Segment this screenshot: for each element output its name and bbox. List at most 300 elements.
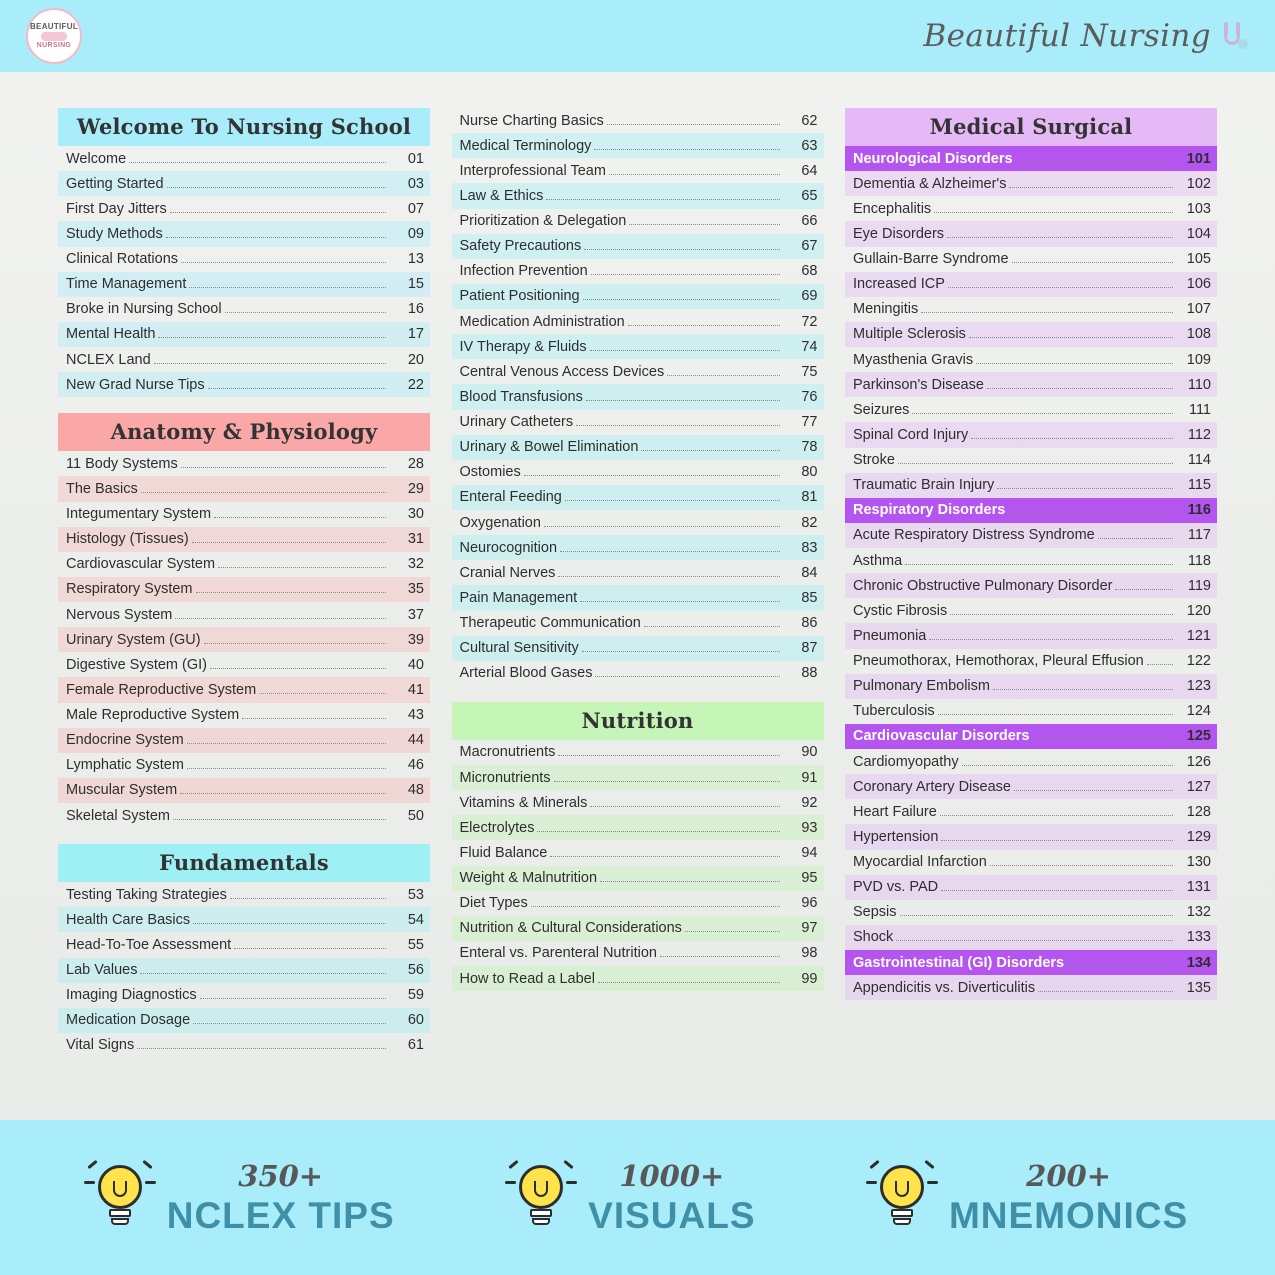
- toc-entry[interactable]: [845, 824, 1217, 849]
- toc-entry[interactable]: [58, 677, 430, 702]
- toc-entry[interactable]: [452, 661, 824, 686]
- toc-list: [845, 146, 1217, 1000]
- toc-entry[interactable]: [58, 247, 430, 272]
- toc-entry-page: 29: [407, 480, 424, 497]
- toc-entry[interactable]: [845, 749, 1217, 774]
- toc-entry[interactable]: [845, 674, 1217, 699]
- leader-dots: [181, 467, 386, 468]
- toc-entry-label: The Basics: [66, 480, 138, 497]
- toc-entry-page: 74: [801, 338, 818, 355]
- toc-entry-label: First Day Jitters: [66, 200, 167, 217]
- toc-entry[interactable]: [58, 322, 430, 347]
- leader-dots: [898, 463, 1173, 464]
- toc-entry-page: 105: [1186, 251, 1211, 267]
- leader-dots: [609, 174, 780, 175]
- toc-entry[interactable]: [452, 916, 824, 941]
- leader-dots: [204, 643, 386, 644]
- toc-entry[interactable]: [845, 473, 1217, 498]
- toc-entry-label: Pulmonary Embolism: [853, 678, 990, 695]
- toc-entry-label: IV Therapy & Fluids: [459, 338, 587, 355]
- leader-dots: [259, 693, 386, 694]
- logo-line2: NURSING: [36, 42, 72, 50]
- leader-dots: [1147, 664, 1173, 665]
- toc-entry-page: 92: [801, 794, 818, 811]
- toc-entry-label: Patient Positioning: [459, 288, 580, 305]
- toc-section: [58, 413, 430, 828]
- toc-entry-label: Time Management: [66, 276, 187, 293]
- toc-entry-label: New Grad Nurse Tips: [66, 376, 205, 393]
- toc-entry-page: 108: [1186, 326, 1211, 343]
- leader-dots: [582, 651, 780, 652]
- toc-entry[interactable]: [845, 322, 1217, 347]
- toc-entry[interactable]: [845, 774, 1217, 799]
- toc-entry-page: 106: [1186, 276, 1211, 293]
- toc-entry[interactable]: [58, 372, 430, 397]
- toc-entry-label: Health Care Basics: [66, 911, 191, 928]
- table-of-contents: [0, 108, 1275, 1074]
- toc-entry[interactable]: [452, 535, 824, 560]
- toc-entry-label: Cystic Fibrosis: [853, 602, 948, 619]
- toc-entry[interactable]: [58, 907, 430, 932]
- toc-entry-page: 109: [1186, 351, 1211, 368]
- leader-dots: [242, 718, 386, 719]
- toc-entry[interactable]: [58, 221, 430, 246]
- footer-stat-text: [948, 1158, 1189, 1236]
- footer-stat-number: 200+: [1026, 1158, 1112, 1193]
- toc-entry-label: Neurocognition: [459, 539, 558, 556]
- toc-entry[interactable]: [452, 765, 824, 790]
- section-spacer: [452, 688, 824, 702]
- toc-entry-label: Increased ICP: [853, 276, 945, 293]
- toc-entry[interactable]: [452, 510, 824, 535]
- toc-list: [58, 451, 430, 828]
- toc-entry-page: 88: [801, 665, 818, 682]
- toc-entry-page: 56: [407, 962, 424, 978]
- toc-entry-page: 134: [1186, 954, 1211, 971]
- toc-entry-label: Vitamins & Minerals: [459, 794, 588, 811]
- toc-entry-page: 17: [407, 326, 424, 343]
- toc-entry[interactable]: [845, 397, 1217, 422]
- toc-entry[interactable]: [845, 196, 1217, 221]
- section-header: Anatomy & Physiology: [58, 413, 430, 451]
- toc-entry[interactable]: [452, 966, 824, 991]
- leader-dots: [940, 815, 1173, 816]
- leader-dots: [584, 249, 779, 250]
- toc-entry[interactable]: [452, 840, 824, 865]
- toc-entry-page: 43: [407, 707, 424, 723]
- toc-entry[interactable]: [452, 108, 824, 133]
- toc-entry[interactable]: [845, 799, 1217, 824]
- toc-entry-label: Appendicitis vs. Diverticulitis: [853, 979, 1036, 996]
- toc-entry-label: Infection Prevention: [459, 263, 588, 280]
- leader-dots: [554, 781, 780, 782]
- leader-dots: [1016, 162, 1173, 163]
- leader-dots: [629, 224, 779, 225]
- leader-dots: [558, 576, 779, 577]
- toc-entry-page: 41: [407, 681, 424, 698]
- toc-entry-label: Urinary Catheters: [459, 414, 574, 430]
- toc-entry-label: Integumentary System: [66, 506, 212, 522]
- toc-entry[interactable]: [845, 171, 1217, 196]
- toc-entry[interactable]: [845, 523, 1217, 548]
- toc-entry-label: Traumatic Brain Injury: [853, 477, 995, 494]
- toc-entry-page: 121: [1186, 627, 1211, 644]
- toc-entry-page: 96: [801, 895, 818, 912]
- toc-entry[interactable]: [452, 740, 824, 765]
- toc-entry-label: Medication Administration: [459, 313, 625, 330]
- lightbulb-icon: [869, 1159, 935, 1237]
- toc-entry[interactable]: [845, 247, 1217, 272]
- toc-entry[interactable]: [58, 451, 430, 476]
- section-header: Medical Surgical: [845, 108, 1217, 146]
- leader-dots: [997, 488, 1173, 489]
- toc-entry-page: 78: [801, 439, 818, 456]
- toc-entry[interactable]: [845, 900, 1217, 925]
- toc-entry-page: 75: [801, 363, 818, 380]
- toc-entry-label: Spinal Cord Injury: [853, 426, 969, 443]
- toc-entry[interactable]: [58, 983, 430, 1008]
- leader-dots: [576, 425, 779, 426]
- toc-entry-label: Male Reproductive System: [66, 707, 240, 723]
- toc-entry[interactable]: [845, 850, 1217, 875]
- toc-entry[interactable]: [58, 196, 430, 221]
- toc-entry-label: Lab Values: [66, 962, 138, 978]
- toc-section: [452, 108, 824, 686]
- leader-dots: [196, 592, 386, 593]
- leader-dots: [208, 388, 386, 389]
- toc-entry[interactable]: [452, 284, 824, 309]
- toc-entry-label: Stroke: [853, 452, 895, 468]
- toc-entry-label: Skeletal System: [66, 807, 170, 824]
- toc-entry-page: 66: [801, 213, 818, 229]
- toc-entry-page: 132: [1186, 904, 1211, 921]
- toc-entry-page: 111: [1188, 401, 1211, 418]
- toc-entry-label: Broke in Nursing School: [66, 301, 222, 318]
- leader-dots: [565, 500, 780, 501]
- toc-entry-page: 84: [801, 564, 818, 581]
- toc-entry-label: Seizures: [853, 401, 910, 418]
- toc-entry-label: Eye Disorders: [853, 225, 945, 242]
- toc-entry[interactable]: [452, 815, 824, 840]
- toc-entry-label: Clinical Rotations: [66, 251, 179, 267]
- toc-entry-page: 80: [801, 464, 818, 481]
- section-spacer: [58, 830, 430, 844]
- toc-entry[interactable]: [452, 133, 824, 158]
- toc-entry-page: 112: [1187, 426, 1211, 443]
- toc-entry-page: 15: [407, 276, 424, 293]
- leader-dots: [1115, 589, 1173, 590]
- toc-entry[interactable]: [58, 476, 430, 501]
- leader-dots: [524, 475, 780, 476]
- toc-entry[interactable]: [452, 866, 824, 891]
- toc-entry-page: 87: [801, 640, 818, 657]
- toc-entry[interactable]: [845, 422, 1217, 447]
- toc-entry[interactable]: [845, 146, 1217, 171]
- leader-dots: [948, 287, 1173, 288]
- toc-entry[interactable]: [845, 347, 1217, 372]
- toc-entry[interactable]: [845, 573, 1217, 598]
- leader-dots: [896, 940, 1173, 941]
- toc-entry[interactable]: [58, 272, 430, 297]
- toc-entry-label: Enteral Feeding: [459, 489, 562, 506]
- toc-entry[interactable]: [452, 384, 824, 409]
- toc-entry-page: 102: [1186, 175, 1211, 192]
- toc-entry[interactable]: [845, 649, 1217, 674]
- section-spacer: [58, 399, 430, 413]
- toc-entry[interactable]: [452, 334, 824, 359]
- toc-entry[interactable]: [845, 372, 1217, 397]
- toc-entry-label: Testing Taking Strategies: [66, 886, 227, 903]
- leader-dots: [987, 388, 1173, 389]
- toc-entry[interactable]: [845, 925, 1217, 950]
- toc-entry[interactable]: [58, 527, 430, 552]
- toc-entry[interactable]: [58, 652, 430, 677]
- toc-entry[interactable]: [452, 410, 824, 435]
- toc-entry-page: 131: [1186, 879, 1211, 896]
- leader-dots: [180, 793, 386, 794]
- toc-entry[interactable]: [452, 560, 824, 585]
- toc-entry-page: 98: [801, 945, 818, 962]
- leader-dots: [929, 639, 1173, 640]
- toc-list: [58, 146, 430, 397]
- toc-entry[interactable]: [58, 1008, 430, 1033]
- toc-entry-label: Cardiovascular Disorders: [853, 728, 1030, 745]
- toc-column-right: [845, 108, 1217, 1074]
- leader-dots: [1033, 739, 1174, 740]
- toc-entry-page: 40: [407, 656, 424, 673]
- toc-entry[interactable]: [58, 882, 430, 907]
- toc-entry[interactable]: [58, 171, 430, 196]
- toc-entry-label: Therapeutic Communication: [459, 615, 641, 631]
- toc-entry[interactable]: [58, 627, 430, 652]
- toc-entry-page: 62: [801, 112, 818, 129]
- toc-section: [58, 108, 430, 397]
- toc-entry[interactable]: [58, 502, 430, 527]
- toc-entry[interactable]: [58, 753, 430, 778]
- toc-entry[interactable]: [845, 875, 1217, 900]
- toc-entry-page: 124: [1186, 703, 1211, 720]
- toc-entry-page: 50: [407, 807, 424, 824]
- toc-entry[interactable]: [58, 297, 430, 322]
- toc-entry[interactable]: [452, 941, 824, 966]
- section-header: Fundamentals: [58, 844, 430, 882]
- toc-entry-page: 128: [1186, 803, 1211, 820]
- toc-entry[interactable]: [845, 975, 1217, 1000]
- leader-dots: [187, 768, 386, 769]
- toc-entry-page: 94: [801, 844, 818, 861]
- toc-entry[interactable]: [58, 146, 430, 171]
- toc-entry[interactable]: [845, 272, 1217, 297]
- footer-stat-label: MNEMONICS: [948, 1194, 1189, 1236]
- toc-entry-label: Central Venous Access Devices: [459, 363, 665, 380]
- toc-entry-page: 48: [407, 782, 424, 799]
- toc-entry[interactable]: [58, 347, 430, 372]
- logo-line1: BEAUTIFUL: [29, 21, 79, 31]
- leader-dots: [905, 564, 1173, 565]
- lightbulb-icon: [87, 1159, 153, 1237]
- leader-dots: [210, 668, 386, 669]
- leader-dots: [921, 312, 1173, 313]
- leader-dots: [660, 956, 780, 957]
- toc-entry-page: 135: [1186, 979, 1211, 996]
- toc-entry[interactable]: [58, 778, 430, 803]
- toc-entry-label: Urinary System (GU): [66, 631, 201, 648]
- leader-dots: [140, 973, 386, 974]
- leader-dots: [166, 237, 386, 238]
- leader-dots: [546, 199, 779, 200]
- toc-entry[interactable]: [452, 790, 824, 815]
- footer-stat-text: [588, 1158, 756, 1236]
- leader-dots: [938, 714, 1173, 715]
- toc-entry[interactable]: [58, 602, 430, 627]
- toc-entry[interactable]: [452, 158, 824, 183]
- toc-entry-label: Enteral vs. Parenteral Nutrition: [459, 945, 657, 962]
- leader-dots: [181, 262, 386, 263]
- toc-entry[interactable]: [58, 803, 430, 828]
- toc-entry[interactable]: [58, 703, 430, 728]
- toc-entry[interactable]: [845, 724, 1217, 749]
- toc-entry[interactable]: [58, 932, 430, 957]
- toc-entry-page: 20: [407, 351, 424, 368]
- toc-entry[interactable]: [845, 297, 1217, 322]
- toc-entry-label: 11 Body Systems: [66, 455, 178, 472]
- toc-entry-page: 35: [407, 581, 424, 598]
- toc-entry-label: Head-To-Toe Assessment: [66, 936, 232, 953]
- leader-dots: [912, 413, 1173, 414]
- toc-entry[interactable]: [845, 623, 1217, 648]
- toc-entry-page: 03: [407, 175, 424, 192]
- toc-entry-label: Safety Precautions: [459, 238, 582, 255]
- toc-entry-label: Fluid Balance: [459, 844, 548, 861]
- toc-entry[interactable]: [452, 611, 824, 636]
- toc-entry-label: Electrolytes: [459, 819, 535, 836]
- toc-entry[interactable]: [845, 448, 1217, 473]
- toc-entry-page: 116: [1187, 502, 1211, 519]
- toc-entry-label: Arterial Blood Gases: [459, 665, 593, 682]
- toc-entry-page: 53: [407, 886, 424, 903]
- toc-entry-page: 63: [801, 137, 818, 154]
- footer-stats-banner: [0, 1120, 1275, 1275]
- footer-stat-label: VISUALS: [588, 1194, 756, 1236]
- leader-dots: [141, 492, 386, 493]
- toc-entry[interactable]: [452, 435, 824, 460]
- toc-entry-label: Myocardial Infarction: [853, 854, 987, 870]
- toc-entry-page: 32: [407, 556, 424, 573]
- toc-entry-label: Nurse Charting Basics: [459, 112, 604, 129]
- toc-entry[interactable]: [845, 598, 1217, 623]
- toc-entry-page: 114: [1187, 452, 1211, 468]
- toc-entry-page: 46: [407, 757, 424, 774]
- toc-entry-page: 82: [801, 514, 818, 531]
- logo-decoration: [41, 32, 67, 41]
- leader-dots: [537, 831, 779, 832]
- toc-entry[interactable]: [452, 485, 824, 510]
- toc-section: [58, 844, 430, 1058]
- toc-entry-label: Gullain-Barre Syndrome: [853, 251, 1009, 267]
- toc-entry-page: 95: [801, 870, 818, 886]
- toc-entry-page: 90: [801, 744, 818, 761]
- leader-dots: [158, 337, 386, 338]
- toc-entry[interactable]: [452, 209, 824, 234]
- toc-entry-page: 65: [801, 187, 818, 204]
- toc-entry-page: 91: [801, 769, 818, 786]
- toc-entry[interactable]: [452, 309, 824, 334]
- footer-stat: [508, 1159, 755, 1237]
- toc-entry[interactable]: [845, 548, 1217, 573]
- toc-entry[interactable]: [452, 636, 824, 661]
- toc-entry[interactable]: [845, 699, 1217, 724]
- toc-entry-page: 64: [801, 162, 818, 179]
- toc-entry[interactable]: [452, 259, 824, 284]
- toc-entry-label: Nervous System: [66, 606, 173, 623]
- leader-dots: [192, 542, 386, 543]
- toc-entry[interactable]: [58, 1033, 430, 1058]
- toc-entry[interactable]: [58, 552, 430, 577]
- toc-entry[interactable]: [845, 950, 1217, 975]
- leader-dots: [1009, 187, 1173, 188]
- leader-dots: [1012, 262, 1173, 263]
- toc-entry-label: Weight & Malnutrition: [459, 870, 598, 886]
- section-header: Nutrition: [452, 702, 824, 740]
- toc-entry-page: 30: [407, 506, 424, 522]
- toc-list: [452, 740, 824, 991]
- toc-entry[interactable]: [58, 577, 430, 602]
- leader-dots: [947, 237, 1173, 238]
- toc-entry-label: Law & Ethics: [459, 187, 544, 204]
- toc-entry[interactable]: [845, 498, 1217, 523]
- toc-entry-label: PVD vs. PAD: [853, 879, 939, 896]
- toc-column-left: [58, 108, 430, 1074]
- leader-dots: [628, 325, 780, 326]
- toc-entry[interactable]: [58, 958, 430, 983]
- toc-entry-page: 07: [407, 200, 424, 217]
- toc-entry[interactable]: [452, 183, 824, 208]
- toc-entry-page: 126: [1186, 753, 1211, 770]
- toc-entry[interactable]: [452, 460, 824, 485]
- leader-dots: [544, 526, 780, 527]
- toc-entry-label: Interprofessional Team: [459, 162, 606, 179]
- toc-entry-label: Ostomies: [459, 464, 521, 481]
- toc-entry-page: 68: [801, 263, 818, 280]
- top-banner: [0, 0, 1275, 72]
- toc-entry-label: Acute Respiratory Distress Syndrome: [853, 527, 1095, 544]
- leader-dots: [685, 931, 780, 932]
- toc-entry[interactable]: [58, 728, 430, 753]
- leader-dots: [583, 299, 780, 300]
- footer-stat: [869, 1159, 1188, 1237]
- toc-entry-label: Gastrointestinal (GI) Disorders: [853, 954, 1065, 971]
- toc-entry-page: 81: [801, 489, 818, 506]
- toc-entry[interactable]: [452, 234, 824, 259]
- leader-dots: [590, 806, 779, 807]
- toc-entry[interactable]: [452, 359, 824, 384]
- toc-list: [452, 108, 824, 686]
- toc-entry-label: Pneumothorax, Hemothorax, Pleural Effusion: [853, 653, 1144, 669]
- leader-dots: [586, 400, 780, 401]
- toc-entry-label: Multiple Sclerosis: [853, 326, 966, 343]
- toc-entry[interactable]: [452, 585, 824, 610]
- toc-entry-label: Medication Dosage: [66, 1012, 191, 1029]
- leader-dots: [230, 898, 386, 899]
- toc-entry-page: 125: [1186, 728, 1211, 745]
- toc-entry-page: 86: [801, 615, 818, 631]
- toc-entry[interactable]: [452, 891, 824, 916]
- toc-entry[interactable]: [845, 221, 1217, 246]
- toc-entry-page: 115: [1187, 477, 1211, 494]
- toc-entry-page: 107: [1186, 301, 1211, 318]
- toc-entry-page: 69: [801, 288, 818, 305]
- leader-dots: [598, 982, 780, 983]
